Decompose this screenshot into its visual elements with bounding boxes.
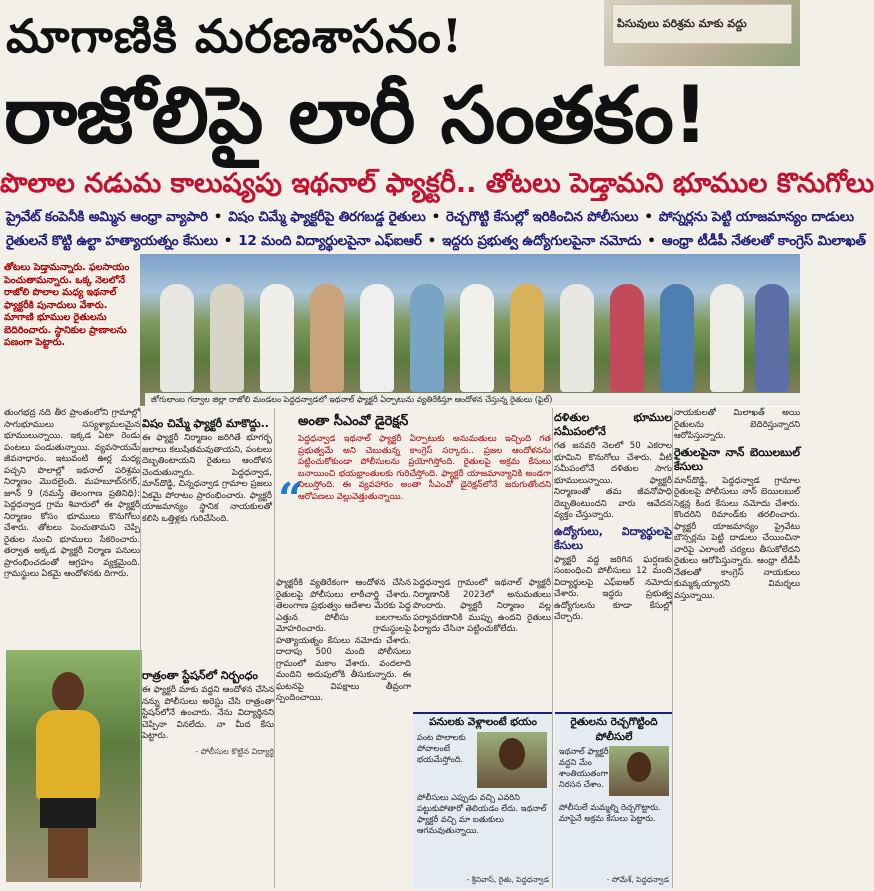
bullet-item: ఇద్దరు ప్రభుత్వ ఉద్యోగులపైనా నమోదు	[442, 233, 642, 249]
station-byline: - పోలీసుల కొట్టిన విద్యార్థి	[195, 746, 274, 756]
photo-person	[160, 284, 194, 392]
photo-person	[510, 284, 544, 392]
bullet-item: రైతులనే కొట్టి ఉల్టా హత్యాయత్నం కేసులు	[6, 233, 218, 249]
photo-person	[660, 284, 694, 392]
column-d-text-2: ఫ్యాక్టరీ వద్ద జరిగిన ఘర్షణకు సంబంధించి పోలీసులు 12 మంది విద్యార్థులపై ఎఫ్ఐఆర్ నమోదు చేశారు. ఇద్దరు ప్రభుత్వ ఉద్యోగులను కూడా కేసుల్లో చేర్చారు.	[554, 554, 672, 622]
voice-2-heading: రైతులను రెచ్చగొట్టింది పోలీసులే	[570, 716, 658, 743]
photo-person	[260, 284, 294, 392]
column-e-heading: రైతులపైనా నాన్ బెయిలబుల్ కేసులు	[674, 445, 800, 473]
photo-shorts	[40, 798, 96, 828]
column-divider	[274, 408, 275, 888]
bullet-row-1: ప్రైవేట్ కంపెనీకి అమ్మిన ఆంధ్రా వ్యాపారి • విషం చిమ్మే ఫ్యాక్టరీపై తిరగబడ్డ రైతులు • రెచ్చగొట్టి కేసుల్లో ఇరికించిన పోలీసులు • పోస్నర్లను పెట్టి యాజమాన్యం దాడులు	[6, 209, 854, 225]
photo-face	[627, 752, 651, 782]
photo-person	[360, 284, 394, 392]
bullet-item: ఆంధ్రా టీడీపీ నేతలతో కాంగ్రెస్ మిలాఖత్	[661, 233, 866, 249]
photo-person	[410, 284, 444, 392]
voice-2-byline: - సోమేశ్, పెద్దధన్వాడ	[606, 875, 669, 884]
voice-1-byline: - శ్రీనివాస్, రైతు, పెద్దధన్వాడ	[466, 875, 549, 884]
photo-person	[755, 284, 789, 392]
column-b	[142, 414, 272, 646]
bullet-item: 12 మంది విద్యార్థులపైనా ఎఫ్ఐఆర్	[238, 233, 422, 249]
sub-banner: పొలాల నడుమ కాలుష్యపు ఇథనాల్ ఫ్యాక్టరీ.. తోటలు పెడ్తామని భూముల కొనుగోలు	[0, 168, 874, 199]
photo-shirt	[36, 710, 100, 800]
bullet-item: పోస్నర్లను పెట్టి యాజమాన్యం దాడులు	[658, 209, 854, 225]
column-d-text-1: గత జనవరి నెలలో 50 ఎకరాల భూమిని కొనుగోలు చేశారు. వీటి సమీపంలోనే దళితుల సాగు భూములున్నాయి. ఫ్యాక్టరీ నిర్మాణంతో తమ జీవనోపాధి దెబ్బతింటుందని వారు ఆవేదన వ్యక్తం చేస్తున్నారు.	[554, 441, 672, 520]
station-heading: రాత్రంతా స్టేషన్‌లో నిర్బంధం	[142, 669, 258, 682]
bullet-item: ప్రైవేట్ కంపెనీకి అమ్మిన ఆంధ్రా వ్యాపారి	[6, 209, 208, 225]
photo-person	[710, 284, 744, 392]
bullet-list	[0, 206, 866, 254]
photo-person	[560, 284, 594, 392]
voice-1-heading: పనులకు వెళ్లాలంటే భయం	[429, 716, 537, 728]
student-photo	[6, 650, 142, 882]
column-divider	[552, 408, 553, 888]
photo-person	[210, 284, 244, 392]
column-d-heading-2: ఉద్యోగులు, విద్యార్థులపై కేసులు	[554, 524, 672, 552]
intro-text: తోటలు పెడ్తామన్నారు. ఫలసాయం పెంచుతామన్నారు. ఒక్క నెలలోనే రాజోలి పొలాల మధ్య ఇథనాల్ ఫ్యాక్టరీకి పునాదులు వేశారు. మాగాణి భూముల రైతులను బెదిరించారు. స్థానికుల ప్రాణాలను పణంగా పెట్టారు.	[4, 262, 130, 348]
quote-mark-icon: “	[278, 474, 304, 525]
column-divider	[672, 408, 673, 888]
photo-person	[460, 284, 494, 392]
voice-1-text: పోలీసులు ఎప్పుడు వచ్చి ఎవరిని పట్టుకుపోతారో తెలియడం లేదు. ఇథనాల్ ఫ్యాక్టరీ వచ్చి మా బతుకులు ఆగమవుతున్నాయి.	[417, 792, 547, 835]
photo-legs	[48, 828, 88, 878]
column-f-text: ఫ్యాక్టరీకి వ్యతిరేకంగా ఆందోళన చేసిన రైతులపై పోలీసులు లాఠీచార్జి చేశారు. తెలంగాణ ప్రభుత్వం ఆదేశాల మేరకు పెద్ద ఎత్తున పోలీసు బలగాలను మోహరించారు. గ్రామస్థులపై హత్యాయత్నం కేసులు నమోదు చేశారు. దాదాపు 500 మంది పోలీసులు గ్రామంలో మకాం వేశారు. వందలాది మందిని అదుపులోకి తీసుకున్నారు. ఈ ఘటనపై విపక్షాలు తీవ్రంగా స్పందించాయి.	[276, 578, 411, 703]
column-b-heading: విషం చిమ్మే ఫ్యాక్టరీ మాకొద్దు..	[142, 417, 269, 430]
voice-2-text: పోలీసులే మమ్మల్ని రెచ్చగొట్టారు. మాపైనే అక్రమ కేసులు పెట్టారు.	[559, 802, 661, 823]
column-g-text: పెద్దధన్వాడ గ్రామంలో ఇథనాల్ ఫ్యాక్టరీ నిర్మాణానికి 2023లో అనుమతులు పొందారు. ఫ్యాక్టరీ నిర్మాణం వల్ల పర్యావరణానికి ముప్పు ఉందని రైతులు ఫిర్యాదు చేసినా పట్టించుకోలేదు.	[413, 578, 551, 634]
column-b-text: ఈ ఫ్యాక్టరీ నిర్మాణం జరిగితే భూగర్భ జలాలు కలుషితమవుతాయని, పంటలు దెబ్బతింటాయని రైతులు ఆందోళన చెందుతున్నారు. పెద్దధన్వాడ, మాన్‌దొడ్డి, చిన్నధన్వాడ గ్రామాల ప్రజలు ఏకమై పోరాటం ప్రారంభించారు. ఫ్యాక్టరీ యాజమాన్యం స్థానిక నాయకులతో కలిసి ఒత్తిళ్లకు గురిచేసింది.	[142, 433, 272, 524]
protest-photo	[140, 254, 800, 406]
bullet-item: రెచ్చగొట్టి కేసుల్లో ఇరికించిన పోలీసులు	[446, 209, 639, 225]
voice-box-1	[413, 712, 553, 888]
photo-caption: జోగులాంబ గద్వాల జిల్లా రాజోలి మండలం పెద్దధన్వాడలో ఇథనాల్ ఫ్యాక్టరీ ఏర్పాటును వ్యతిరేకిస్తూ ఆందోళన చేస్తున్న రైతులు (ఫైల్)	[145, 393, 800, 407]
column-a-text: తుంగభద్ర నది తీర ప్రాంతంలోని గ్రామాల్లో సాగుభూములు సస్యశ్యామలమైన భూములున్నాయి. ఇక్కడ ఏటా రెండు పంటలు పండుతున్నాయి. వ్యవసాయమే జీవనాధారం. ఇటువంటి ఊర్ల మధ్య పచ్చని పొలాల్లో ఇథనాల్ పరిశ్రమ నిర్మాణం మొదలైంది. మహబూబ్‌నగర్, జూన్ 9 (నమస్తే తెలంగాణ ప్రతినిధి): పెద్దధన్వాడ గ్రామ శివారులో ఈ ఫ్యాక్టరీ నిర్మాణం కోసం భూములు కొనుగోలు చేశారు. తోటలు పెంచుతామని చెప్పి రైతుల నుంచి భూములు సేకరించారు. తర్వాత అక్కడ ఫ్యాక్టరీ నిర్మాణ పనులు ప్రారంభించడంతో ఆగ్రహం వ్యక్తమైంది. గ్రామస్థులు ఏకమై ఆందోళనకు దిగారు.	[4, 408, 140, 579]
voice-1-text-top: పంట పొలాలకు పోవాలంటే భయమేస్తోంది.	[417, 732, 466, 764]
photo-person	[610, 284, 644, 392]
voice-2-text-top: ఇథనాల్ ఫ్యాక్టరీ వద్దని మేం శాంతియుతంగా నిరసన చేశాం.	[559, 746, 609, 789]
station-text: ఈ ఫ్యాక్టరీ మాకు వద్దని ఆందోళన చేసిన నన్ను పోలీసులు అరెస్టు చేసి రాత్రంతా స్టేషన్‌లోనే ఉంచారు. నేను విద్యార్థినని చెప్పినా వినలేదు. నా మీద కేసు పెట్టారు.	[142, 685, 274, 741]
column-divider	[140, 408, 141, 888]
column-e-text-0: నాయకులతో మిలాఖత్ అయి రైతులను బెదిరిస్తున్నారని ఆరోపిస్తున్నారు.	[674, 408, 800, 441]
quote-box	[276, 414, 551, 574]
voice-1-photo	[477, 732, 547, 788]
main-headline: రాజోలిపై లారీ సంతకం!	[4, 71, 708, 161]
photo-face	[499, 738, 525, 770]
bullet-row-2: రైతులనే కొట్టి ఉల్టా హత్యాయత్నం కేసులు • 12 మంది విద్యార్థులపైనా ఎఫ్ఐఆర్ • ఇద్దరు ప్రభుత్వ ఉద్యోగులపైనా నమోదు • ఆంధ్రా టీడీపీ నేతలతో కాంగ్రెస్ మిలాఖత్	[6, 233, 866, 249]
column-d-heading-1: దళితుల భూముల సమీపంలోనే	[554, 411, 672, 438]
station-box	[142, 666, 274, 888]
corner-wall-text: పిసువులు పరిశ్రమ మాకు వద్దు	[612, 4, 792, 44]
column-e	[674, 408, 800, 888]
photo-person	[310, 284, 344, 392]
headline-kicker: మాగాణికి మరణశాసనం!	[6, 9, 464, 63]
bullet-item: విషం చిమ్మే ఫ్యాక్టరీపై తిరగబడ్డ రైతులు	[228, 209, 426, 225]
column-e-text: మాన్‌దొడ్డి, పెద్దధన్వాడ గ్రామాల రైతులపై పోలీసులు నాన్ బెయిలబుల్ సెక్షన్ల కింద కేసులు నమోదు చేశారు. కొందరిని రిమాండ్‌కు తరలించారు. ఫ్యాక్టరీ యాజమాన్యం ప్రైవేటు బౌన్సర్లను పెట్టి దాడులు చేయించినా వారిపై ఎలాంటి చర్యలు తీసుకోలేదని రైతులు ఆరోపిస్తున్నారు. ఆంధ్రా టీడీపీ నేతలతో కాంగ్రెస్ నాయకులు కుమ్మక్కయ్యారని విమర్శలు వస్తున్నాయి.	[674, 475, 800, 601]
photo-face	[52, 672, 84, 712]
quote-text: పెద్దధన్వాడ ఇథనాల్ ఫ్యాక్టరీ ఏర్పాటుకు అనుమతులు ఇచ్చింది గత ప్రభుత్వమే అని చెబుతున్న కాంగ్రెస్ సర్కారు.. ప్రజల ఆందోళనను పట్టించుకోకుండా పోలీసులను ప్రయోగిస్తోంది. రైతులపై అక్రమ కేసులు బనాయించి భయభ్రాంతులకు గురిచేస్తోంది. ఫ్యాక్టరీ యాజమాన్యానికి అండగా నిలుస్తోంది. ఈ వ్యవహారం అంతా సీఎంవో డైరెక్షన్‌లోనే జరుగుతోందని ఆరోపణలు వెల్లువెత్తుతున్నాయి.	[298, 434, 551, 502]
quote-title: అంతా సీఎంవో డైరెక్షన్	[298, 414, 409, 429]
voice-2-photo	[609, 746, 669, 796]
voice-box-2	[555, 712, 673, 888]
corner-photo	[604, 0, 800, 66]
